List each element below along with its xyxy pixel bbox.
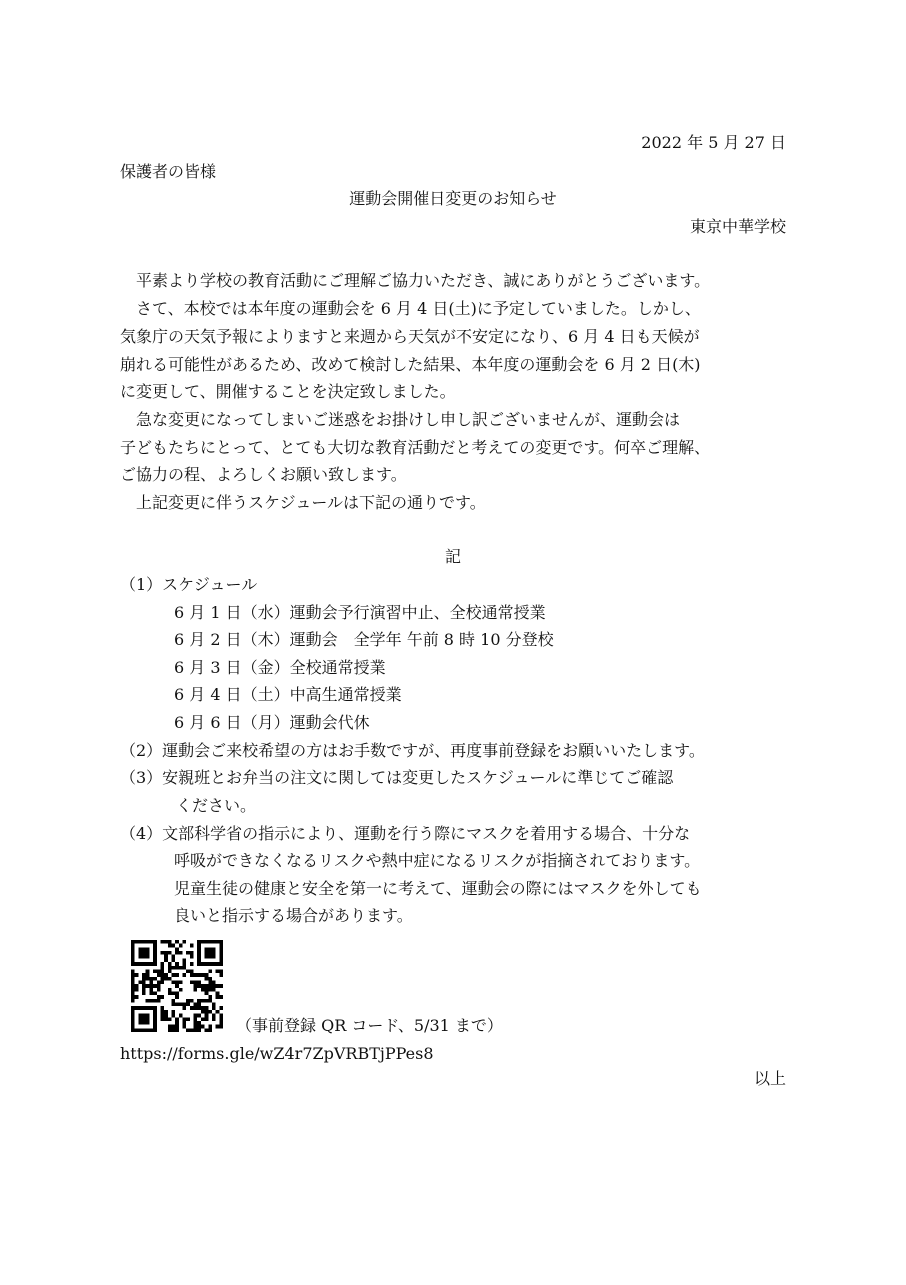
qr-code[interactable] [131, 940, 223, 1032]
record-heading: 記 [444, 547, 461, 566]
body-line: 気象庁の天気予報によりますと来週から天気が不安定になり、6 月 4 日も天候が [120, 327, 700, 346]
body-line: 子どもたちにとって、とても大切な教育活動だと考えての変更です。何卒ご理解、 [120, 438, 711, 457]
item-4-line: （4）文部科学省の指示により、運動を行う際にマスクを着用する場合、十分な [120, 824, 691, 843]
body-line: 崩れる可能性があるため、改めて検討した結果、本年度の運動会を 6 月 2 日(木) [120, 355, 701, 374]
item-3-line: （3）安親班とお弁当の注文に関しては変更したスケジュールに準じてご確認 [120, 768, 674, 787]
body-line: 上記変更に伴うスケジュールは下記の通りです。 [136, 493, 486, 512]
item-4-line: 児童生徒の健康と安全を第一に考えて、運動会の際にはマスクを外しても [174, 879, 702, 898]
body-line: 平素より学校の教育活動にご理解ご協力いただき、誠にありがとうございます。 [136, 271, 711, 290]
document-date: 2022 年 5 月 27 日 [641, 133, 786, 152]
item-1-label: （1）スケジュール [120, 575, 258, 594]
body-line: ご協力の程、よろしくお願い致します。 [120, 465, 407, 484]
sender: 東京中華学校 [689, 217, 786, 236]
body-line: さて、本校では本年度の運動会を 6 月 4 日(土)に予定していました。しかし、 [136, 299, 701, 318]
item-2: （2）運動会ご来校希望の方はお手数ですが、再度事前登録をお願いいたします。 [120, 741, 705, 760]
item-4-line: 呼吸ができなくなるリスクや熱中症になるリスクが指摘されております。 [174, 851, 701, 870]
item-4-line: 良いと指示する場合があります。 [174, 906, 413, 925]
document-title: 運動会開催日変更のお知らせ [349, 189, 557, 208]
qr-caption: （事前登録 QR コード、5/31 まで） [236, 1016, 503, 1035]
schedule-row: 6 月 2 日（木）運動会 全学年 午前 8 時 10 分登校 [174, 630, 554, 649]
schedule-row: 6 月 1 日（水）運動会予行演習中止、全校通常授業 [174, 603, 546, 622]
schedule-row: 6 月 3 日（金）全校通常授業 [174, 658, 386, 677]
recipient: 保護者の皆様 [120, 162, 217, 181]
body-line: 急な変更になってしまいご迷惑をお掛けし申し訳ございませんが、運動会は [136, 410, 681, 429]
body-line: に変更して、開催することを決定致しました。 [120, 382, 456, 401]
schedule-row: 6 月 6 日（月）運動会代休 [174, 713, 370, 732]
registration-url[interactable]: https://forms.gle/wZ4r7ZpVRBTjPPes8 [120, 1044, 434, 1063]
item-3-line: ください。 [176, 796, 257, 815]
schedule-row: 6 月 4 日（土）中高生通常授業 [174, 685, 402, 704]
closing: 以上 [753, 1069, 786, 1088]
